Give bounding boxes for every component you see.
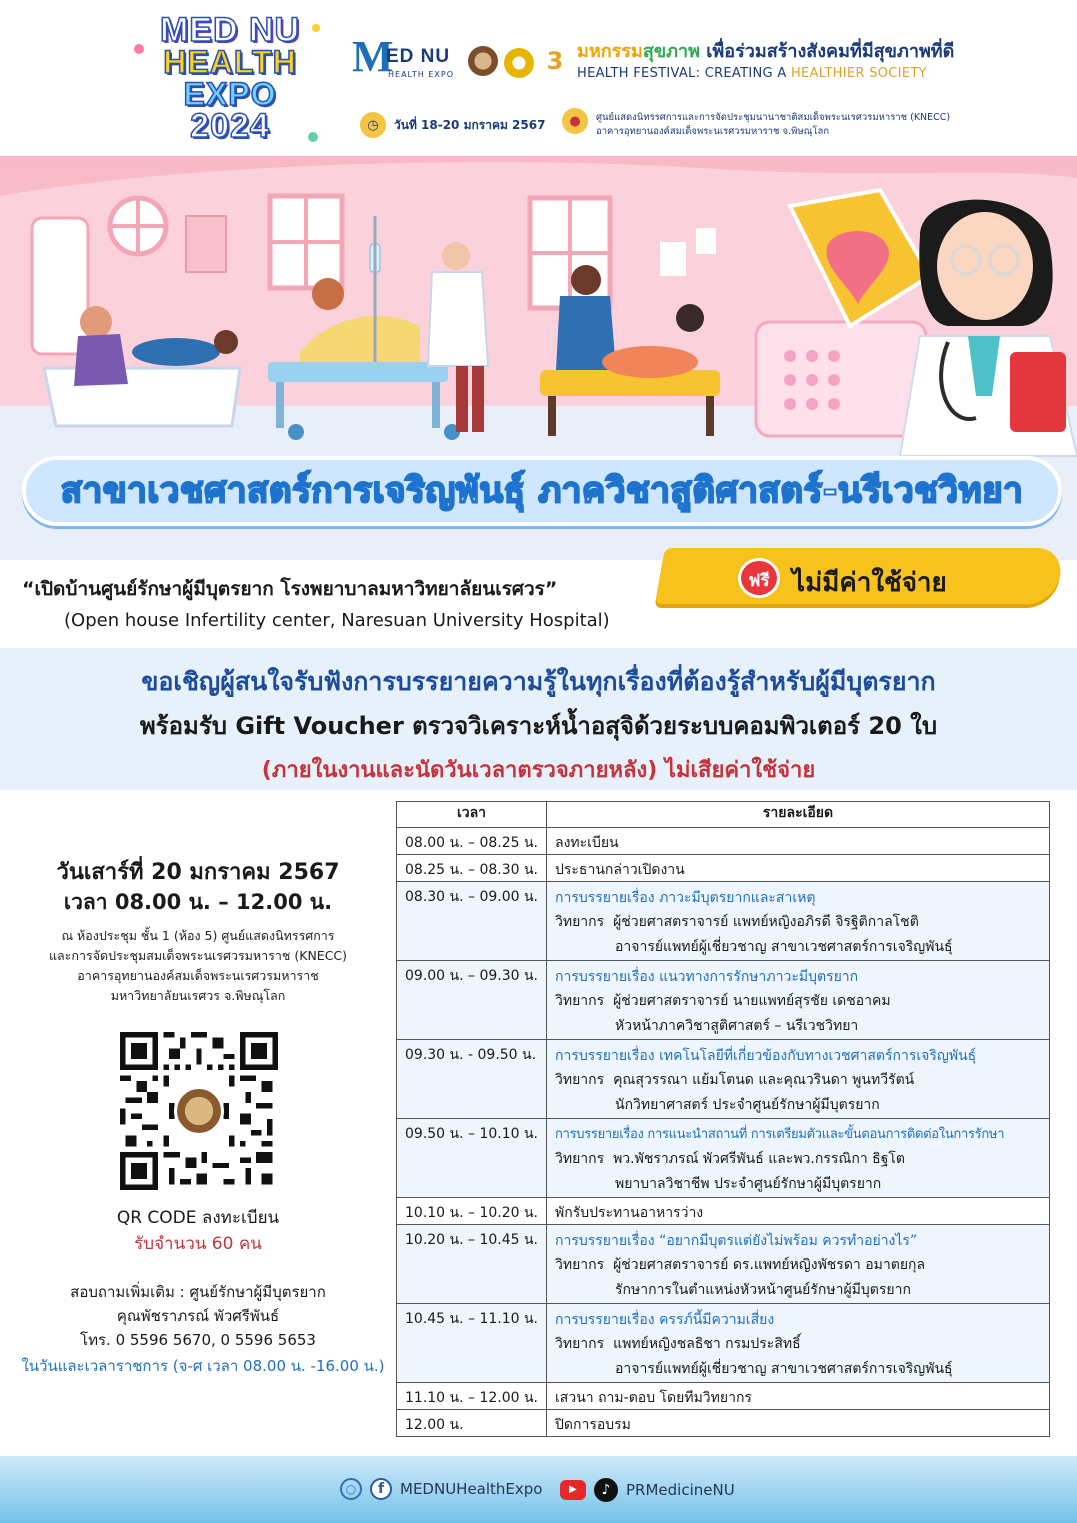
talk-speaker bbox=[555, 1068, 1041, 1093]
tiktok-link[interactable] bbox=[560, 1478, 735, 1502]
talk-title: ครรภ์นี้มีความเสี่ยง bbox=[659, 1312, 775, 1328]
schedule-time: 10.20 น. – 10.45 น. bbox=[397, 1225, 547, 1304]
talk-speaker-role: หัวหน้าภาควิชาสูติศาสตร์ – นรีเวชวิทยา bbox=[615, 1018, 859, 1034]
festival-title-en-part2: HEALTHIER SOCIETY bbox=[790, 66, 927, 81]
schedule-time: 09.00 น. – 09.30 น. bbox=[397, 961, 547, 1040]
schedule-time: 12.00 น. bbox=[397, 1410, 547, 1437]
speaker-name: ผู้ช่วยศาสตราจารย์ นายแพทย์สุรชัย เดชอาคม bbox=[613, 993, 891, 1009]
talk-speaker bbox=[555, 910, 1041, 935]
festival-venue-line2: อาคารอุทยานองค์สมเด็จพระนเรศวรมหาราช จ.พิษณุโลก bbox=[596, 126, 830, 137]
schedule-time: 10.45 น. – 11.10 น. bbox=[397, 1304, 547, 1383]
speaker-name: แพทย์หญิงชลธิชา กรมประสิทธิ์ bbox=[613, 1336, 801, 1352]
qr-code-label: QR CODE ลงทะเบียน bbox=[116, 1208, 280, 1228]
schedule-row bbox=[397, 855, 1050, 882]
schedule-detail: ประธานกล่าวเปิดงาน bbox=[547, 855, 1050, 882]
talk-topic bbox=[555, 1229, 1041, 1253]
free-text: ไม่มีค่าใช้จ่าย bbox=[792, 568, 947, 598]
talk-topic bbox=[555, 1044, 1041, 1068]
event-venue bbox=[30, 926, 366, 1006]
event-venue-line1: ณ ห้องประชุม ชั้น 1 (ห้อง 5) ศูนย์แสดงนิทรรศการ bbox=[61, 928, 335, 943]
talk-prefix: การบรรยายเรื่อง bbox=[555, 1233, 660, 1249]
schedule-row bbox=[397, 1304, 1050, 1383]
schedule-detail: พักรับประทานอาหารว่าง bbox=[547, 1198, 1050, 1225]
schedule-row bbox=[397, 1383, 1050, 1410]
talk-prefix: การบรรยายเรื่อง bbox=[555, 1048, 660, 1064]
invitation-band bbox=[0, 648, 1077, 790]
contact-hours: ในวันและเวลาราชการ (จ-ศ เวลา 08.00 น. -16.00 น.) bbox=[21, 1357, 385, 1375]
facebook-icon[interactable]: f bbox=[370, 1478, 392, 1500]
schedule-talk bbox=[547, 961, 1050, 1040]
expo-logo-line3: EXPO bbox=[183, 76, 277, 112]
talk-title: แนวทางการรักษาภาวะมีบุตรยาก bbox=[659, 969, 859, 985]
faculty-seal-logo bbox=[504, 48, 534, 78]
open-house-title-en: (Open house Infertility center, Naresuan University Hospital) bbox=[64, 610, 610, 631]
schedule-time: 10.10 น. – 10.20 น. bbox=[397, 1198, 547, 1225]
open-house-section bbox=[0, 560, 1077, 648]
schedule-detail: ลงทะเบียน bbox=[547, 828, 1050, 855]
anniversary-logo: 3 bbox=[546, 47, 564, 75]
talk-topic bbox=[555, 886, 1041, 910]
schedule-row bbox=[397, 1119, 1050, 1198]
schedule-talk bbox=[547, 1119, 1050, 1198]
schedule-time: 08.25 น. – 08.30 น. bbox=[397, 855, 547, 882]
invitation-line3: (ภายในงานและนัดวันเวลาตรวจภายหลัง) ไม่เสียค่าใช้จ่าย bbox=[261, 758, 816, 783]
festival-date bbox=[360, 112, 545, 138]
talk-topic bbox=[555, 1123, 1041, 1147]
university-seal-logo bbox=[468, 46, 498, 76]
youtube-icon[interactable]: ▶ bbox=[560, 1480, 586, 1500]
schedule-header-detail: รายละเอียด bbox=[547, 802, 1050, 828]
talk-speaker-role: พยาบาลวิชาชีพ ประจำศูนย์รักษาผู้มีบุตรยาก bbox=[615, 1176, 882, 1192]
schedule-row bbox=[397, 1198, 1050, 1225]
event-time: เวลา 08.00 น. – 12.00 น. bbox=[63, 890, 333, 914]
talk-title: การแนะนำสถานที่ การเตรียมตัวและขั้นตอนการติดต่อในการรักษา bbox=[647, 1127, 1005, 1142]
talk-speaker-role: นักวิทยาศาสตร์ ประจำศูนย์รักษาผู้มีบุตรยาก bbox=[615, 1097, 880, 1113]
talk-speaker bbox=[555, 1147, 1041, 1172]
talk-speaker bbox=[555, 1332, 1041, 1357]
talk-prefix: การบรรยายเรื่อง bbox=[555, 969, 660, 985]
schedule-row bbox=[397, 1410, 1050, 1437]
speaker-name: ผู้ช่วยศาสตราจารย์ ดร.แพทย์หญิงพัชรดา อมาตยกุล bbox=[613, 1257, 926, 1273]
talk-speaker-role: รักษาการในตำแหน่งหัวหน้าศูนย์รักษาผู้มีบุตรยาก bbox=[615, 1282, 911, 1298]
tiktok-icon[interactable]: ♪ bbox=[594, 1478, 618, 1502]
talk-speaker bbox=[555, 989, 1041, 1014]
schedule-talk bbox=[547, 1304, 1050, 1383]
schedule-row bbox=[397, 1225, 1050, 1304]
festival-title-th-part3: เพื่อร่วมสร้างสังคมที่มีสุขภาพที่ดี bbox=[699, 41, 955, 62]
talk-topic bbox=[555, 1308, 1041, 1332]
contact-name: คุณพัชราภรณ์ พัวศรีพันธ์ bbox=[116, 1307, 280, 1325]
schedule-detail: ปิดการอบรม bbox=[547, 1410, 1050, 1437]
header bbox=[0, 0, 1077, 160]
event-info-column bbox=[0, 790, 396, 1430]
schedule-table bbox=[396, 801, 1050, 1437]
schedule-time: 09.30 น. - 09.50 น. bbox=[397, 1040, 547, 1119]
schedule-header-time: เวลา bbox=[397, 802, 547, 828]
mednu-logo-mark: M bbox=[352, 32, 394, 81]
schedule-talk bbox=[547, 882, 1050, 961]
schedule-talk bbox=[547, 1040, 1050, 1119]
schedule-talk bbox=[547, 1225, 1050, 1304]
department-title: สาขาเวชศาสตร์การเจริญพันธุ์ ภาควิชาสูติศาสตร์-นรีเวชวิทยา bbox=[60, 471, 1024, 511]
med-nu-health-expo-logo bbox=[140, 11, 320, 154]
mednu-logo-sub: HEALTH EXPO bbox=[388, 70, 454, 79]
speaker-label: วิทยากร bbox=[555, 1151, 605, 1167]
event-venue-line3: อาคารอุทยานองค์สมเด็จพระนเรศวรมหาราช bbox=[77, 968, 319, 983]
schedule-time: 11.10 น. – 12.00 น. bbox=[397, 1383, 547, 1410]
event-venue-line4: มหาวิทยาลัยนเรศวร จ.พิษณุโลก bbox=[110, 988, 286, 1003]
contact-title: สอบถามเพิ่มเติม : ศูนย์รักษาผู้มีบุตรยาก bbox=[70, 1283, 326, 1301]
free-badge: ฟรี bbox=[738, 558, 780, 598]
talk-title: เทคโนโลยีที่เกี่ยวข้องกับทางเวชศาสตร์การเจริญพันธุ์ bbox=[659, 1048, 977, 1064]
speaker-label: วิทยากร bbox=[555, 993, 605, 1009]
event-date: วันเสาร์ที่ 20 มกราคม 2567 bbox=[56, 860, 340, 885]
talk-title: “อยากมีบุตรแต่ยังไม่พร้อม ควรทำอย่างไร” bbox=[659, 1233, 918, 1249]
talk-prefix: การบรรยายเรื่อง bbox=[555, 1127, 648, 1142]
calendar-icon: ◷ bbox=[360, 112, 386, 138]
festival-title-th-part2: สุขภาพ bbox=[642, 41, 700, 62]
talk-prefix: การบรรยายเรื่อง bbox=[555, 1312, 660, 1328]
globe-icon: ○ bbox=[340, 1478, 362, 1500]
speaker-label: วิทยากร bbox=[555, 1072, 605, 1088]
talk-speaker-role: อาจารย์แพทย์ผู้เชี่ยวชาญ สาขาเวชศาสตร์การเจริญพันธุ์ bbox=[615, 1361, 953, 1377]
schedule-row bbox=[397, 828, 1050, 855]
festival-venue bbox=[562, 108, 950, 139]
festival-date-text: วันที่ 18-20 มกราคม 2567 bbox=[394, 117, 546, 132]
speaker-label: วิทยากร bbox=[555, 914, 605, 930]
invitation-line1: ขอเชิญผู้สนใจรับฟังการบรรยายความรู้ในทุกเรื่องที่ต้องรู้สำหรับผู้มีบุตรยาก bbox=[141, 667, 936, 696]
invitation-line2: พร้อมรับ Gift Voucher ตรวจวิเคราะห์น้ำอสุจิด้วยระบบคอมพิวเตอร์ 20 ใบ bbox=[139, 712, 938, 740]
festival-title-en bbox=[577, 66, 927, 81]
schedule-row bbox=[397, 882, 1050, 961]
facebook-handle[interactable]: MEDNUHealthExpo bbox=[400, 1480, 543, 1498]
schedule-row bbox=[397, 1040, 1050, 1119]
talk-speaker-role: อาจารย์แพทย์ผู้เชี่ยวชาญ สาขาเวชศาสตร์การเจริญพันธุ์ bbox=[615, 939, 953, 955]
festival-venue-line1: ศูนย์แสดงนิทรรศการและการจัดประชุมนานาชาติสมเด็จพระนเรศวรมหาราช (KNECC) bbox=[596, 112, 951, 123]
festival-title-th bbox=[577, 36, 954, 65]
schedule-time: 09.50 น. – 10.10 น. bbox=[397, 1119, 547, 1198]
talk-speaker bbox=[555, 1253, 1041, 1278]
schedule-detail: เสวนา ถาม-ตอบ โดยทีมวิทยากร bbox=[547, 1383, 1050, 1410]
event-venue-line2: และการจัดประชุมสมเด็จพระนเรศวรมหาราช (KNECC) bbox=[48, 948, 348, 963]
location-pin-icon: ● bbox=[562, 108, 588, 134]
speaker-name: คุณสุวรรณา แย้มโตนด และคุณวรินดา พูนทวีรัตน์ bbox=[613, 1072, 915, 1088]
expo-logo-line1: MED NU bbox=[159, 11, 301, 49]
talk-title: ภาวะมีบุตรยากและสาเหตุ bbox=[659, 890, 816, 906]
registration-capacity: รับจำนวน 60 คน bbox=[134, 1234, 262, 1254]
expo-logo-line2: HEALTH bbox=[163, 44, 297, 80]
contact-phone: โทร. 0 5596 5670, 0 5596 5653 bbox=[80, 1331, 316, 1349]
talk-prefix: การบรรยายเรื่อง bbox=[555, 890, 660, 906]
qr-center-logo bbox=[174, 1086, 224, 1136]
tiktok-handle[interactable]: PRMedicineNU bbox=[626, 1481, 735, 1499]
facebook-link[interactable] bbox=[340, 1478, 542, 1500]
schedule-time: 08.30 น. – 09.00 น. bbox=[397, 882, 547, 961]
speaker-label: วิทยากร bbox=[555, 1336, 605, 1352]
speaker-name: พว.พัชราภรณ์ พัวศรีพันธ์ และพว.กรรณิกา ธิฐโต bbox=[613, 1151, 906, 1167]
registration-qr-code[interactable] bbox=[120, 1032, 278, 1190]
festival-title-th-part1: มหกรรม bbox=[577, 41, 643, 62]
open-house-title-th: “เปิดบ้านศูนย์รักษาผู้มีบุตรยาก โรงพยาบาลมหาวิทยาลัยนเรศวร” bbox=[22, 578, 558, 600]
mednu-logo-text: ED NU bbox=[386, 46, 451, 67]
speaker-label: วิทยากร bbox=[555, 1257, 605, 1273]
department-title-banner bbox=[22, 456, 1062, 526]
festival-title-en-part1: HEALTH FESTIVAL: CREATING A bbox=[577, 66, 791, 81]
expo-logo-line4: 2024 bbox=[190, 107, 270, 145]
speaker-name: ผู้ช่วยศาสตราจารย์ แพทย์หญิงอภิรดี จิรฐิติกาลโชติ bbox=[613, 914, 919, 930]
mednu-logo bbox=[352, 32, 462, 84]
schedule-row bbox=[397, 961, 1050, 1040]
footer bbox=[0, 1456, 1077, 1523]
schedule-time: 08.00 น. – 08.25 น. bbox=[397, 828, 547, 855]
schedule-header-row bbox=[397, 802, 1050, 828]
talk-topic bbox=[555, 965, 1041, 989]
